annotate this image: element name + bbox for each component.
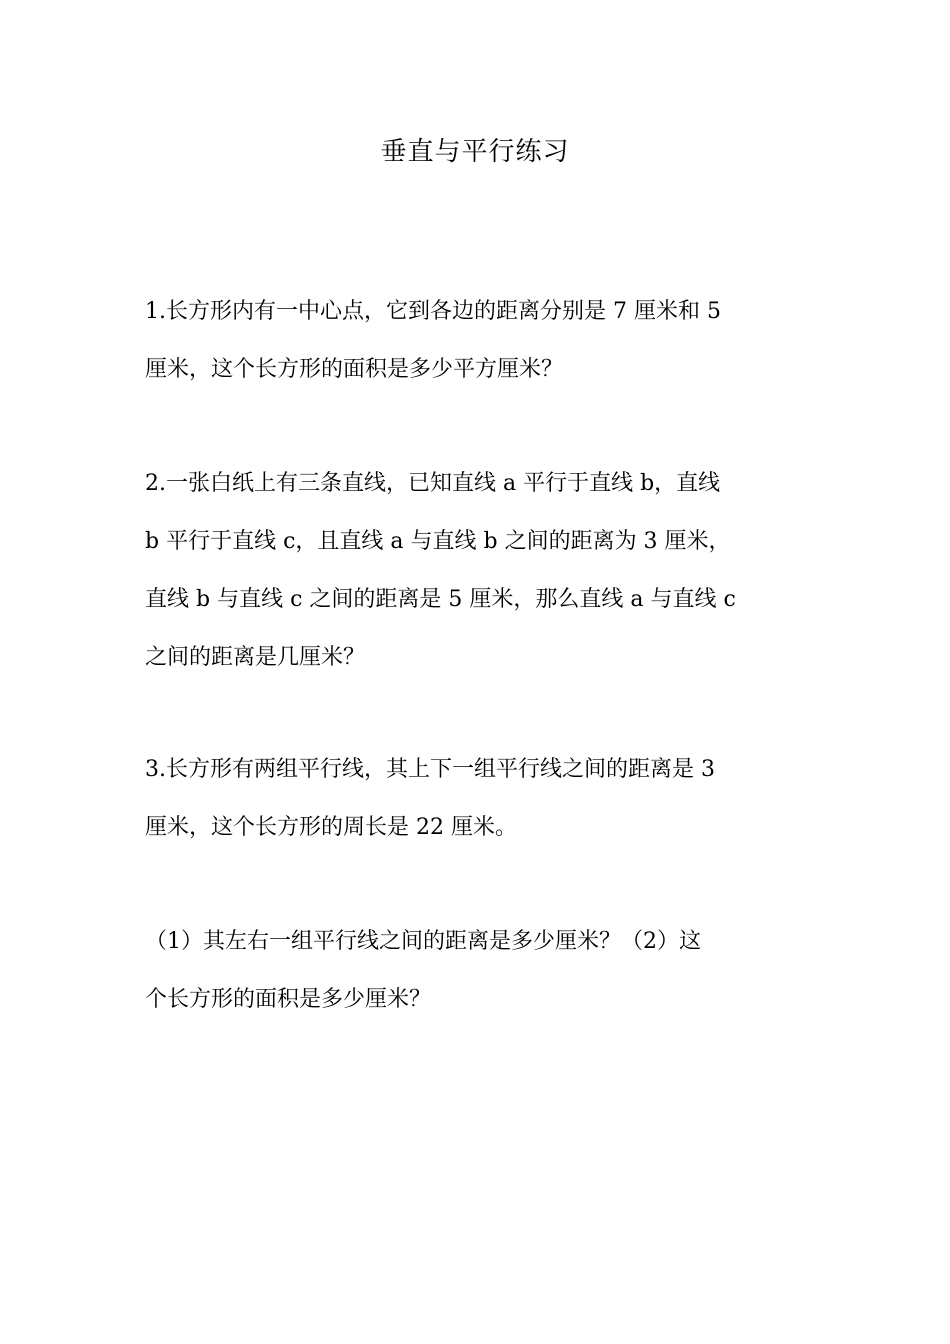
question-2 bbox=[145, 455, 810, 687]
question-3-sub-line-2: 个长方形的面积是多少厘米？ bbox=[145, 987, 432, 1012]
question-2-line-4: 之间的距离是几厘米？ bbox=[145, 645, 366, 670]
question-3-sub-line-1: （1）其左右一组平行线之间的距离是多少厘米？（2）这 bbox=[145, 929, 701, 954]
document-title: 垂直与平行练习 bbox=[380, 137, 570, 167]
question-1 bbox=[145, 283, 810, 399]
question-1-line-1: 1.长方形内有一中心点，它到各边的距离分别是 7 厘米和 5 bbox=[145, 299, 721, 324]
question-3 bbox=[145, 741, 810, 857]
question-2-line-3: 直线 b 与直线 c 之间的距离是 5 厘米，那么直线 a 与直线 c bbox=[145, 587, 736, 612]
question-3-line-1: 3.长方形有两组平行线，其上下一组平行线之间的距离是 3 bbox=[145, 757, 715, 782]
question-1-line-2: 厘米，这个长方形的面积是多少平方厘米？ bbox=[145, 357, 564, 382]
question-3-subquestions bbox=[145, 913, 810, 1029]
question-2-line-1: 2.一张白纸上有三条直线，已知直线 a 平行于直线 b，直线 bbox=[145, 471, 721, 496]
question-3-line-2: 厘米，这个长方形的周长是 22 厘米。 bbox=[145, 815, 517, 840]
question-2-line-2: b 平行于直线 c，且直线 a 与直线 b 之间的距离为 3 厘米， bbox=[145, 529, 731, 554]
